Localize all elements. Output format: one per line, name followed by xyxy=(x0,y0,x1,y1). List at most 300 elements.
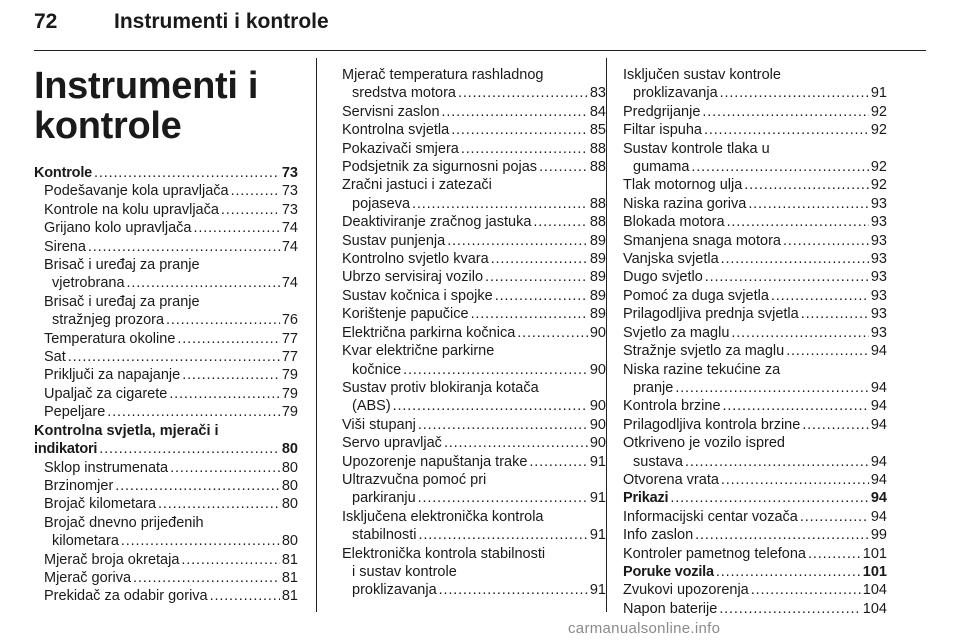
toc-entry[interactable] xyxy=(623,232,887,250)
toc-page-number: 88 xyxy=(589,159,606,176)
toc-page-number: 73 xyxy=(281,183,298,200)
toc-entry[interactable] xyxy=(34,440,298,458)
toc-entry[interactable] xyxy=(342,103,606,121)
dot-leader xyxy=(158,495,280,513)
toc-page-number: 88 xyxy=(589,214,606,231)
toc-entries xyxy=(34,164,298,606)
toc-page-number: 91 xyxy=(589,453,606,470)
toc-entry[interactable] xyxy=(623,268,887,286)
toc-entry[interactable] xyxy=(342,268,606,286)
toc-entry[interactable] xyxy=(342,84,606,102)
toc-entry[interactable] xyxy=(34,569,298,587)
toc-entry[interactable] xyxy=(342,287,606,305)
dot-leader xyxy=(723,397,869,415)
toc-entry[interactable] xyxy=(342,416,606,434)
toc-entry[interactable] xyxy=(342,305,606,323)
toc-entry[interactable] xyxy=(623,158,887,176)
toc-entry-title: pojaseva xyxy=(352,195,411,212)
dot-leader xyxy=(744,176,869,194)
dot-leader xyxy=(115,477,280,495)
toc-page-number: 92 xyxy=(870,122,887,139)
dot-leader xyxy=(121,532,280,550)
toc-page-number: 94 xyxy=(870,398,887,415)
dot-leader xyxy=(127,274,280,292)
dot-leader xyxy=(731,324,868,342)
toc-entry[interactable] xyxy=(34,532,298,550)
toc-entry-title: Servisni zaslon xyxy=(342,103,440,120)
dot-leader xyxy=(748,195,869,213)
toc-entry[interactable] xyxy=(342,121,606,139)
dot-leader xyxy=(210,587,280,605)
toc-entry[interactable] xyxy=(623,545,887,563)
toc-entry-line: Sustav protiv blokiranja kotača xyxy=(342,379,539,396)
toc-page-number: 91 xyxy=(589,527,606,544)
toc-page-number: 74 xyxy=(281,220,298,237)
toc-entry-title: Pomoć za duga svjetla xyxy=(623,287,769,304)
toc-entry-title: Sirena xyxy=(44,238,86,255)
toc-entry[interactable] xyxy=(34,201,298,219)
toc-entry[interactable] xyxy=(34,366,298,384)
toc-page-number: 89 xyxy=(589,306,606,323)
watermark: carmanualsonline.info xyxy=(568,620,721,637)
toc-page-number: 104 xyxy=(862,600,887,617)
toc-entry-line: i sustav kontrole xyxy=(352,563,457,580)
toc-page-number: 93 xyxy=(870,269,887,286)
dot-leader xyxy=(495,287,588,305)
toc-entry[interactable] xyxy=(34,403,298,421)
toc-page-number: 94 xyxy=(870,416,887,433)
toc-entry-title: Ubrzo servisiraj vozilo xyxy=(342,269,484,286)
toc-entry[interactable] xyxy=(34,219,298,237)
toc-page-number: 79 xyxy=(281,385,298,402)
toc-entry[interactable] xyxy=(34,311,298,329)
toc-entry-title: Pokazivači smjera xyxy=(342,140,459,157)
toc-entries xyxy=(623,66,887,618)
toc-entry[interactable] xyxy=(34,348,298,366)
toc-entry[interactable] xyxy=(623,287,887,305)
toc-entry-title: kilometara xyxy=(52,533,119,550)
dot-leader xyxy=(451,121,588,139)
toc-entry-line: Sustav kontrole tlaka u xyxy=(623,140,770,157)
toc-entry-title: parkiranju xyxy=(352,490,416,507)
toc-entry[interactable] xyxy=(342,232,606,250)
page-header-title: Instrumenti i kontrole xyxy=(114,10,329,33)
toc-entry-title: Viši stupanj xyxy=(342,416,416,433)
dot-leader xyxy=(808,545,861,563)
toc-entry-title: Vanjska svjetla xyxy=(623,251,719,268)
toc-page-number: 89 xyxy=(589,269,606,286)
toc-entry-title: Informacijski centar vozača xyxy=(623,508,798,525)
toc-page-number: 74 xyxy=(281,275,298,292)
toc-entry[interactable] xyxy=(623,305,887,323)
section-title-line2: kontrole xyxy=(34,105,182,147)
dot-leader xyxy=(705,268,869,286)
toc-page-number: 73 xyxy=(281,201,298,218)
toc-page-number: 80 xyxy=(281,441,298,458)
toc-entry-title: Sat xyxy=(44,349,66,366)
toc-entry-title: stabilnosti xyxy=(352,527,417,544)
dot-leader xyxy=(194,219,280,237)
toc-entry-title: vjetrobrana xyxy=(52,275,125,292)
toc-entry-title: Prikazi xyxy=(623,490,669,507)
dot-leader xyxy=(412,195,588,213)
toc-page-number: 91 xyxy=(870,85,887,102)
dot-leader xyxy=(461,140,588,158)
dot-leader xyxy=(99,440,280,458)
dot-leader xyxy=(801,305,869,323)
dot-leader xyxy=(403,361,588,379)
toc-entry-title: Prilagodljiva kontrola brzine xyxy=(623,416,801,433)
toc-page-number: 93 xyxy=(870,287,887,304)
dot-leader xyxy=(786,342,869,360)
toc-entry[interactable] xyxy=(623,600,887,618)
toc-page-number: 101 xyxy=(862,563,887,580)
toc-entry[interactable] xyxy=(34,182,298,200)
toc-entry[interactable] xyxy=(623,471,887,489)
toc-entry[interactable] xyxy=(34,238,298,256)
toc-page-number: 91 xyxy=(589,582,606,599)
toc-page-number: 77 xyxy=(281,349,298,366)
dot-leader xyxy=(418,416,588,434)
toc-entry[interactable] xyxy=(623,195,887,213)
toc-entry-line: Isključen sustav kontrole xyxy=(623,67,781,83)
toc-page-number: 94 xyxy=(870,379,887,396)
toc-entry[interactable] xyxy=(342,453,606,471)
toc-entry[interactable] xyxy=(623,563,887,581)
toc-entry[interactable] xyxy=(342,397,606,415)
toc-page-number: 94 xyxy=(870,453,887,470)
toc-entry-title: Otvorena vrata xyxy=(623,471,719,488)
toc-page-number: 89 xyxy=(589,287,606,304)
toc-entry-title: Mjerač goriva xyxy=(44,569,132,586)
toc-entry-title: Dugo svjetlo xyxy=(623,269,703,286)
toc-column-3 xyxy=(623,66,887,618)
toc-page-number: 90 xyxy=(589,416,606,433)
dot-leader xyxy=(539,158,588,176)
toc-entry-title: Kontrola brzine xyxy=(623,398,721,415)
toc-page-number: 83 xyxy=(589,85,606,102)
dot-leader xyxy=(94,164,280,182)
toc-entry-title: Brojač kilometara xyxy=(44,496,157,513)
toc-entry-title: Kontrolna svjetla xyxy=(342,122,450,139)
toc-entry-title: Tlak motornog ulja xyxy=(623,177,743,194)
section-title-line1: Instrumenti i xyxy=(34,65,259,107)
toc-entry[interactable] xyxy=(623,213,887,231)
toc-column-1 xyxy=(34,66,298,606)
dot-leader xyxy=(491,250,588,268)
toc-entry[interactable] xyxy=(623,581,887,599)
dot-leader xyxy=(485,268,588,286)
toc-entry[interactable] xyxy=(623,397,887,415)
toc-page-number: 89 xyxy=(589,232,606,249)
toc-entry-title: gumama xyxy=(633,159,690,176)
dot-leader xyxy=(670,489,869,507)
toc-entry-title: sustava xyxy=(633,453,683,470)
toc-page-number: 81 xyxy=(281,551,298,568)
toc-entry-title: Svjetlo za maglu xyxy=(623,324,730,341)
toc-entry-title: indikatori xyxy=(34,441,98,458)
toc-entry-title: Podešavanje kola upravljača xyxy=(44,183,229,200)
dot-leader xyxy=(675,379,869,397)
toc-entry-line: Isključena elektronička kontrola xyxy=(342,508,544,525)
toc-entry[interactable] xyxy=(623,416,887,434)
toc-page-number: 93 xyxy=(870,232,887,249)
dot-leader xyxy=(181,551,279,569)
toc-page-number: 90 xyxy=(589,361,606,378)
dot-leader xyxy=(418,526,587,544)
toc-entry[interactable] xyxy=(623,526,887,544)
dot-leader xyxy=(529,453,587,471)
dot-leader xyxy=(221,201,280,219)
dot-leader xyxy=(182,366,280,384)
toc-page-number: 80 xyxy=(281,477,298,494)
toc-page-number: 77 xyxy=(281,330,298,347)
dot-leader xyxy=(166,311,280,329)
toc-entry-title: Kontrole xyxy=(34,165,93,181)
toc-entry-title: Upaljač za cigarete xyxy=(44,385,168,402)
dot-leader xyxy=(107,403,280,421)
toc-entry-title: Info zaslon xyxy=(623,527,694,544)
toc-entry-title: Upozorenje napuštanja trake xyxy=(342,453,528,470)
toc-entry-title: Grijano kolo upravljača xyxy=(44,220,192,237)
toc-entry[interactable] xyxy=(342,489,606,507)
toc-entry-title: sredstva motora xyxy=(352,85,456,102)
toc-entry[interactable] xyxy=(34,551,298,569)
toc-page-number: 84 xyxy=(589,103,606,120)
toc-entry[interactable] xyxy=(34,477,298,495)
dot-leader xyxy=(68,348,280,366)
dot-leader xyxy=(458,84,588,102)
toc-entry[interactable] xyxy=(623,324,887,342)
toc-entry-title: Priključi za napajanje xyxy=(44,367,181,384)
toc-page-number: 94 xyxy=(870,343,887,360)
dot-leader xyxy=(517,324,588,342)
toc-entry[interactable] xyxy=(342,213,606,231)
toc-entry-title: Brzinomjer xyxy=(44,477,114,494)
dot-leader xyxy=(719,600,860,618)
toc-column-2 xyxy=(342,66,606,600)
toc-entry-title: Niska razina goriva xyxy=(623,195,747,212)
toc-entry-line: Niska razine tekućine za xyxy=(623,361,781,378)
toc-page-number: 104 xyxy=(862,582,887,599)
dot-leader xyxy=(533,213,587,231)
dot-leader xyxy=(393,397,588,415)
dot-leader xyxy=(88,238,280,256)
dot-leader xyxy=(721,471,869,489)
dot-leader xyxy=(133,569,280,587)
page-header xyxy=(34,6,926,44)
toc-entry[interactable] xyxy=(342,250,606,268)
toc-entry[interactable] xyxy=(623,84,887,102)
page-number: 72 xyxy=(34,10,58,33)
dot-leader xyxy=(170,459,280,477)
toc-page-number: 94 xyxy=(870,508,887,525)
toc-entries xyxy=(342,66,606,600)
toc-entry[interactable] xyxy=(342,158,606,176)
toc-page-number: 99 xyxy=(870,527,887,544)
toc-entry[interactable] xyxy=(623,103,887,121)
toc-page-number: 93 xyxy=(870,306,887,323)
toc-page-number: 92 xyxy=(870,159,887,176)
toc-entry[interactable] xyxy=(623,121,887,139)
dot-leader xyxy=(695,526,869,544)
dot-leader xyxy=(442,103,588,121)
toc-entry-line: Ultrazvučna pomoć pri xyxy=(342,471,487,488)
toc-entry-title: stražnjeg prozora xyxy=(52,312,165,329)
dot-leader xyxy=(783,232,869,250)
toc-entry-title: Servo upravljač xyxy=(342,435,442,452)
toc-entry[interactable] xyxy=(623,453,887,471)
toc-page-number: 91 xyxy=(589,490,606,507)
dot-leader xyxy=(691,158,868,176)
dot-leader xyxy=(727,213,869,231)
dot-leader xyxy=(800,508,869,526)
toc-entry-title: Kontrolno svjetlo kvara xyxy=(342,251,489,268)
toc-entry-title: Električna parkirna kočnica xyxy=(342,324,516,341)
toc-entry-title: proklizavanja xyxy=(352,582,437,599)
toc-page-number: 94 xyxy=(870,471,887,488)
toc-entry-title: Stražnje svjetlo za maglu xyxy=(623,343,785,360)
toc-page-number: 81 xyxy=(281,569,298,586)
toc-entry-title: Predgrijanje xyxy=(623,103,701,120)
toc-entry-title: Mjerač broja okretaja xyxy=(44,551,180,568)
toc-entry-title: Prekidač za odabir goriva xyxy=(44,588,208,605)
toc-entry[interactable] xyxy=(623,508,887,526)
toc-entry[interactable] xyxy=(342,361,606,379)
toc-page-number: 81 xyxy=(281,588,298,605)
toc-entry[interactable] xyxy=(623,176,887,194)
toc-entry-title: Prilagodljiva prednja svjetla xyxy=(623,306,799,323)
toc-page-number: 90 xyxy=(589,398,606,415)
toc-page-number: 90 xyxy=(589,435,606,452)
toc-entry-title: Blokada motora xyxy=(623,214,725,231)
toc-entry-title: Zvukovi upozorenja xyxy=(623,582,749,599)
toc-entry[interactable] xyxy=(623,489,887,507)
toc-entry[interactable] xyxy=(34,385,298,403)
toc-page-number: 93 xyxy=(870,251,887,268)
toc-entry-line: Mjerač temperatura rashladnog xyxy=(342,67,544,83)
dot-leader xyxy=(685,453,869,471)
toc-page-number: 101 xyxy=(862,545,887,562)
toc-entry-title: Podsjetnik za sigurnosni pojas xyxy=(342,159,538,176)
header-rule xyxy=(34,50,926,51)
toc-page-number: 79 xyxy=(281,404,298,421)
dot-leader xyxy=(771,287,869,305)
toc-entry-title: Korištenje papučice xyxy=(342,306,469,323)
toc-entry[interactable] xyxy=(342,434,606,452)
toc-page-number: 94 xyxy=(870,490,887,507)
toc-entry[interactable] xyxy=(34,495,298,513)
toc-page-number: 92 xyxy=(870,177,887,194)
toc-entry[interactable] xyxy=(342,581,606,599)
toc-entry[interactable] xyxy=(342,526,606,544)
toc-page-number: 93 xyxy=(870,324,887,341)
toc-page-number: 85 xyxy=(589,122,606,139)
toc-entry-title: Poruke vozila xyxy=(623,563,714,580)
dot-leader xyxy=(169,385,280,403)
toc-entry-line: Kvar električne parkirne xyxy=(342,343,495,360)
column-divider xyxy=(316,58,317,612)
toc-entry-line: Kontrolna svjetla, mjerači i xyxy=(34,422,219,439)
toc-entry-title: Deaktiviranje zračnog jastuka xyxy=(342,214,532,231)
dot-leader xyxy=(444,434,588,452)
toc-page-number: 74 xyxy=(281,238,298,255)
toc-entry[interactable] xyxy=(623,379,887,397)
toc-entry-title: kočnice xyxy=(352,361,402,378)
toc-entry-line: Elektronička kontrola stabilnosti xyxy=(342,545,546,562)
toc-entry[interactable] xyxy=(34,164,298,182)
dot-leader xyxy=(721,250,869,268)
dot-leader xyxy=(802,416,869,434)
toc-page-number: 80 xyxy=(281,459,298,476)
toc-entry-title: (ABS) xyxy=(352,398,391,415)
dot-leader xyxy=(418,489,588,507)
toc-entry[interactable] xyxy=(34,330,298,348)
toc-entry[interactable] xyxy=(342,140,606,158)
toc-entry[interactable] xyxy=(623,342,887,360)
toc-entry-line: Zračni jastuci i zatezači xyxy=(342,177,492,194)
toc-page-number: 93 xyxy=(870,195,887,212)
toc-entry-title: Smanjena snaga motora xyxy=(623,232,781,249)
toc-page-number: 80 xyxy=(281,496,298,513)
toc-page-number: 92 xyxy=(870,103,887,120)
toc-page-number: 88 xyxy=(589,195,606,212)
toc-entry-title: Napon baterije xyxy=(623,600,718,617)
dot-leader xyxy=(471,305,588,323)
dot-leader xyxy=(702,103,868,121)
toc-entry-title: Sustav kočnica i spojke xyxy=(342,287,493,304)
toc-page-number: 76 xyxy=(281,312,298,329)
dot-leader xyxy=(720,84,869,102)
dot-leader xyxy=(439,581,588,599)
toc-page-number: 73 xyxy=(281,165,298,181)
dot-leader xyxy=(231,182,280,200)
toc-page-number: 93 xyxy=(870,214,887,231)
toc-entry-title: Kontrole na kolu upravljača xyxy=(44,201,219,218)
toc-page-number: 79 xyxy=(281,367,298,384)
toc-entry[interactable] xyxy=(34,274,298,292)
toc-entry-title: Temperatura okoline xyxy=(44,330,176,347)
toc-entry-title: Sustav punjenja xyxy=(342,232,446,249)
toc-entry-title: pranje xyxy=(633,379,674,396)
toc-entry-title: proklizavanja xyxy=(633,85,718,102)
toc-entry[interactable] xyxy=(34,459,298,477)
toc-page-number: 80 xyxy=(281,533,298,550)
toc-entry-title: Sklop instrumenata xyxy=(44,459,169,476)
toc-page-number: 90 xyxy=(589,324,606,341)
toc-entry-line: Otkriveno je vozilo ispred xyxy=(623,435,785,452)
toc-entry-title: Pepeljare xyxy=(44,404,106,421)
toc-entry[interactable] xyxy=(342,324,606,342)
toc-entry-line: Brojač dnevno prijeđenih xyxy=(44,514,204,531)
toc-entry[interactable] xyxy=(623,250,887,268)
dot-leader xyxy=(447,232,588,250)
toc-entry[interactable] xyxy=(342,195,606,213)
section-title xyxy=(34,66,298,146)
toc-entry[interactable] xyxy=(34,587,298,605)
column-divider xyxy=(606,58,607,612)
toc-entry-line: Brisač i uređaj za pranje xyxy=(44,257,200,274)
toc-page-number: 88 xyxy=(589,140,606,157)
toc-entry-title: Kontroler pametnog telefona xyxy=(623,545,806,562)
dot-leader xyxy=(716,563,861,581)
dot-leader xyxy=(751,581,861,599)
dot-leader xyxy=(704,121,869,139)
toc-page-number: 89 xyxy=(589,251,606,268)
toc-entry-line: Brisač i uređaj za pranje xyxy=(44,293,200,310)
dot-leader xyxy=(177,330,279,348)
toc-entry-title: Filtar ispuha xyxy=(623,122,702,139)
